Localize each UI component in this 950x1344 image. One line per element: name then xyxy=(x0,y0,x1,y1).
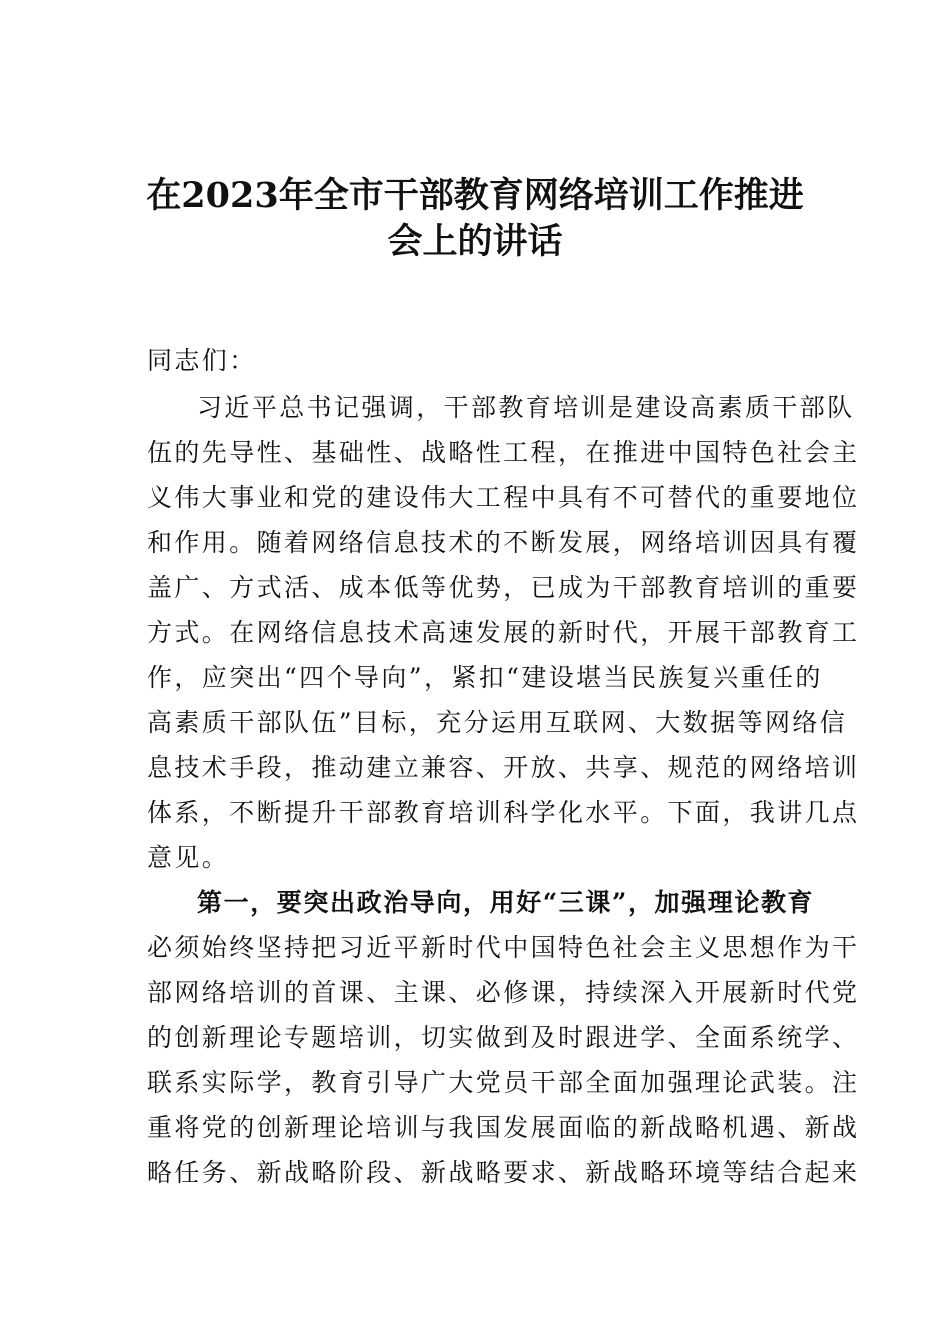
paragraph-line: 必须始终坚持把习近平新时代中国特色社会主义思想作为干 xyxy=(147,933,860,962)
salutation: 同志们： xyxy=(147,346,257,375)
paragraph-line: 方式。在网络信息技术高速发展的新时代，开展干部教育工 xyxy=(147,618,860,647)
document-title-line-1: 在2023年全市干部教育网络培训工作推进 xyxy=(146,175,804,216)
paragraph-line: 盖广、方式活、成本低等优势，已成为干部教育培训的重要 xyxy=(147,573,860,602)
paragraph-line: 的创新理论专题培训，切实做到及时跟进学、全面系统学、 xyxy=(147,1023,860,1052)
paragraph-line: 重将党的创新理论培训与我国发展面临的新战略机遇、新战 xyxy=(147,1113,860,1142)
paragraph-line: 作，应突出“四个导向”，紧扣“建设堪当民族复兴重任的 xyxy=(147,663,823,692)
paragraph-line: 体系，不断提升干部教育培训科学化水平。下面，我讲几点 xyxy=(147,798,860,827)
paragraph-line: 伍的先导性、基础性、战略性工程，在推进中国特色社会主 xyxy=(147,438,860,467)
paragraph-line: 习近平总书记强调，干部教育培训是建设高素质干部队 xyxy=(197,393,855,422)
section-heading: 第一，要突出政治导向，用好“三课”，加强理论教育 xyxy=(197,888,815,917)
document-title-line-2: 会上的讲话 xyxy=(387,221,563,262)
paragraph-line: 和作用。随着网络信息技术的不断发展，网络培训因具有覆 xyxy=(147,528,860,557)
paragraph-line: 高素质干部队伍”目标，充分运用互联网、大数据等网络信 xyxy=(147,708,848,737)
paragraph-line: 部网络培训的首课、主课、必修课，持续深入开展新时代党 xyxy=(147,978,860,1007)
paragraph-line: 联系实际学，教育引导广大党员干部全面加强理论武装。注 xyxy=(147,1068,860,1097)
paragraph-line: 义伟大事业和党的建设伟大工程中具有不可替代的重要地位 xyxy=(147,483,860,512)
paragraph-line: 略任务、新战略阶段、新战略要求、新战略环境等结合起来 xyxy=(147,1158,860,1187)
paragraph-line: 意见。 xyxy=(147,843,230,872)
paragraph-line: 息技术手段，推动建立兼容、开放、共享、规范的网络培训 xyxy=(147,753,860,782)
